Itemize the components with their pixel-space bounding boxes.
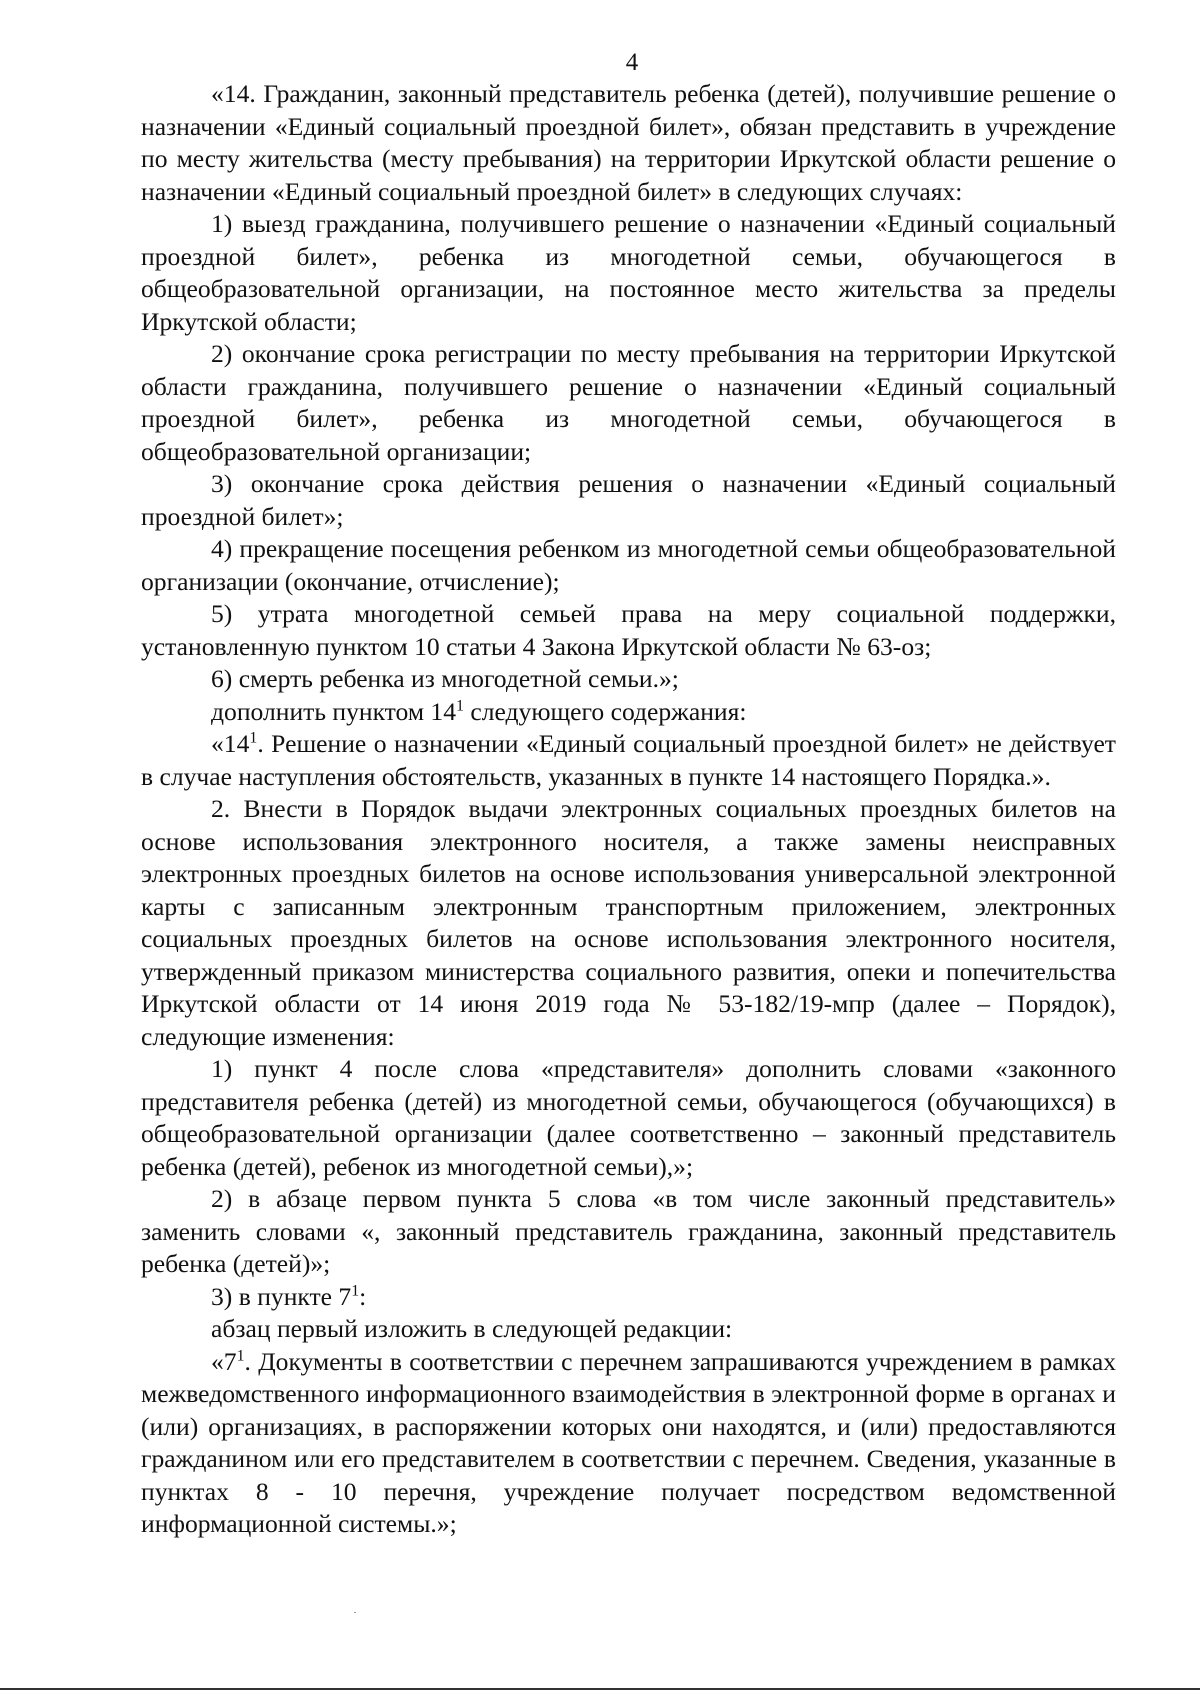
paragraph-item-7-1 <box>141 1346 1116 1541</box>
superscript: 1 <box>456 696 464 714</box>
superscript: 1 <box>249 729 258 747</box>
paragraph-text-part: 3) в пункте 7 <box>211 1281 352 1311</box>
paragraph-text-part: следующего содержания: <box>463 696 747 726</box>
list-item-2-3 <box>141 1281 1116 1314</box>
list-item-2-2: 2) в абзаце первом пункта 5 слова «в том числе законный представитель» заменить словами «, законный представитель гражданина, законный представитель ребенка (детей)»; <box>141 1184 1116 1278</box>
paragraph-item-14-1 <box>141 728 1116 793</box>
paragraph-item-14: «14. Гражданин, законный представитель ребенка (детей), получившие решение о назначении «Единый социальный проездной билет», обязан представить в учреждение по месту жительства (месту пребывания) на территории Иркутской области решение о назначении «Единый социальный проездной билет» в следующих случаях: <box>141 79 1116 206</box>
superscript: 1 <box>351 1281 360 1299</box>
list-item-2-1: 1) пункт 4 после слова «представителя» дополнить словами «законного представителя ребенка (детей) из многодетной семьи, обучающегося (обучающихся) в общеобразовательной организации (далее соответственно – законный представитель ребенка (детей), ребенок из многодетной семьи),»; <box>141 1054 1116 1181</box>
list-item-5: 5) утрата многодетной семьей права на меру социальной поддержки, установленную пунктом 10 статьи 4 Закона Иркутской области № 63-оз; <box>141 599 1116 661</box>
scan-speck <box>354 1612 356 1613</box>
bottom-edge-line <box>0 1688 1200 1690</box>
list-item-2: 2) окончание срока регистрации по месту пребывания на территории Иркутской области гражданина, получившего решение о назначении «Единый социальный проездной билет», ребенка из многодетной семьи, обучающегося в общеобразовательной организации; <box>141 339 1116 466</box>
list-item-1: 1) выезд гражданина, получившего решение о назначении «Единый социальный проездной билет», ребенка из многодетной семьи, обучающегося в общеобразовательной организации, на постоянное место жительства за пределы Иркутской области; <box>141 209 1116 336</box>
paragraph-text-part: . Решение о назначении «Единый социальный проездной билет» не действует в случае наступления обстоятельств, указанных в пункте 14 настоящего Порядка.». <box>141 729 1116 791</box>
list-item-6: 6) смерть ребенка из многодетной семьи.»; <box>211 664 679 693</box>
superscript: 1 <box>236 1346 245 1364</box>
list-item-3: 3) окончание срока действия решения о назначении «Единый социальный проездной билет»; <box>141 469 1116 531</box>
paragraph-text-part: . Документы в соответствии с перечнем запрашиваются учреждением в рамках межведомственного информационного взаимодействия в электронной форме в органах и (или) организациях, в распоряжении которых они находятся, и (или) предоставляются гражданином или его представителем в соответствии с перечнем. Сведения, указанные в пунктах 8 - 10 перечня, учреждение получает посредством ведомственной информационной системы.»; <box>141 1346 1116 1538</box>
document-body <box>141 78 1116 1541</box>
paragraph-first-abzac: абзац первый изложить в следующей редакции: <box>211 1314 733 1343</box>
paragraph-text-part: : <box>359 1281 367 1311</box>
paragraph-text-part: «7 <box>211 1346 237 1376</box>
paragraph-text-part: «14 <box>211 729 250 758</box>
paragraph-section-2: 2. Внести в Порядок выдачи электронных социальных проездных билетов на основе использования электронного носителя, а также замены неисправных электронных проездных билетов на основе использования универсальной электронной карты с записанным электронным транспортным приложением, электронных социальных проездных билетов на основе использования электронного носителя, утвержденный приказом министерства социального развития, опеки и попечительства Иркутской области от 14 июня 2019 года № 53-182/19-мпр (далее – Порядок), следующие изменения: <box>141 794 1116 1051</box>
page-number: 4 <box>625 49 639 76</box>
paragraph-text-part: дополнить пунктом 14 <box>211 696 457 726</box>
list-item-4: 4) прекращение посещения ребенком из многодетной семьи общеобразовательной организации (окончание, отчисление); <box>141 534 1116 596</box>
paragraph-add-14-1 <box>141 696 1116 729</box>
